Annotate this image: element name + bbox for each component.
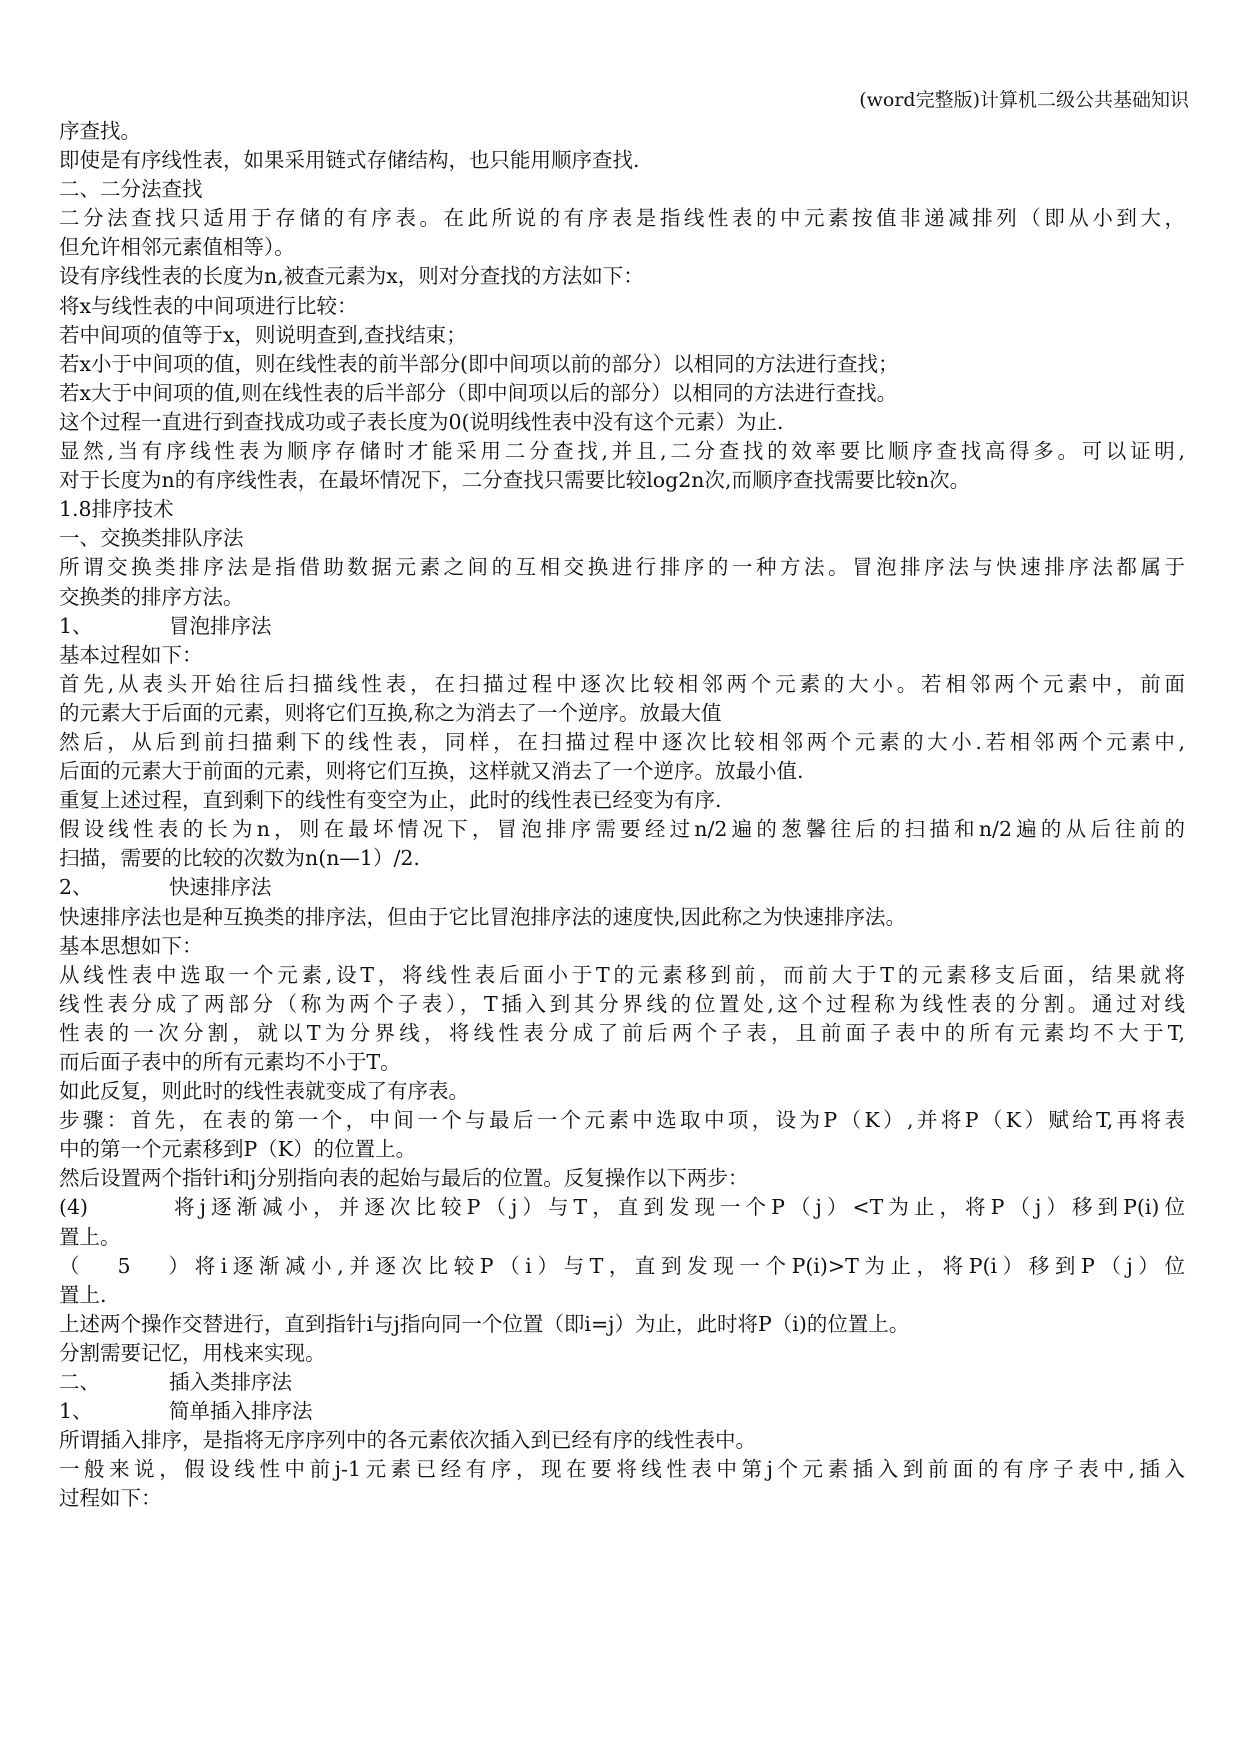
text-line — [59, 873, 1185, 902]
list-text: 简单插入排序法 — [169, 1399, 313, 1424]
text-line: 若中间项的值等于x，则说明查到,查找结束； — [59, 322, 467, 347]
text-line: 上述两个操作交替进行，直到指针i与j指向同一个位置（即i=j）为止，此时将P（i)的位置上。 — [59, 1311, 910, 1336]
text-line: 中的第一个元素移到P（K）的位置上。 — [59, 1137, 417, 1162]
text-line: 置上. — [59, 1282, 107, 1307]
text-line: 性表的一次分割，就以T为分界线，将线性表分成了前后两个子表，且前面子表中的所有元素均不大于T, — [59, 1020, 1185, 1045]
list-text: 插入类排序法 — [169, 1370, 292, 1395]
text-line: 1.8排序技术 — [59, 497, 174, 522]
text-line: 所谓插入排序，是指将无序序列中的各元素依次插入到已经有序的线性表中。 — [59, 1428, 756, 1453]
document-body — [59, 117, 1185, 1514]
text-line: 基本过程如下： — [59, 642, 203, 667]
text-line: 线性表分成了两部分（称为两个子表），T插入到其分界线的位置处,这个过程称为线性表的分割。通过对线 — [59, 991, 1185, 1016]
text-line: 后面的元素大于前面的元素，则将它们互换，这样就又消去了一个逆序。放最小值. — [59, 759, 804, 784]
text-line: 置上。 — [59, 1224, 121, 1249]
page-header: (word完整版)计算机二级公共基础知识 — [859, 89, 1189, 111]
text-line: 分割需要记忆，用栈来实现。 — [59, 1340, 326, 1365]
text-line: 步骤：首先，在表的第一个，中间一个与最后一个元素中选取中项，设为P（K）,并将P（K）赋给T,再将表 — [59, 1108, 1185, 1133]
text-line: 设有序线性表的长度为n,被查元素为x，则对分查找的方法如下： — [59, 264, 644, 289]
text-line: 所谓交换类排序法是指借助数据元素之间的互相交换进行排序的一种方法。冒泡排序法与快速排序法都属于 — [59, 555, 1185, 580]
list-number: 2、 — [59, 875, 93, 900]
list-number: 二、 — [59, 1370, 100, 1395]
text-line: 如此反复，则此时的线性表就变成了有序表。 — [59, 1079, 469, 1104]
text-line: 二分法查找只适用于存储的有序表。在此所说的有序表是指线性表的中元素按值非递减排列（即从小到大， — [59, 206, 1185, 231]
text-line — [59, 1397, 1185, 1426]
text-line: 然后，从后到前扫描剩下的线性表，同样，在扫描过程中逐次比较相邻两个元素的大小.若相邻两个元素中, — [59, 729, 1185, 754]
text-line: 假设线性表的长为n，则在最坏情况下，冒泡排序需要经过n/2遍的葱馨往后的扫描和n/2遍的从后往前的 — [59, 817, 1185, 842]
text-line: 若x大于中间项的值,则在线性表的后半部分（即中间项以后的部分）以相同的方法进行查找。 — [59, 380, 898, 405]
text-line: 过程如下： — [59, 1486, 162, 1511]
text-line: 但允许相邻元素值相等）。 — [59, 235, 295, 260]
list-text: 将i逐渐减小,并逐次比较P（i）与T，直到发现一个P(i)>T为止，将P(i）移到P（j）位 — [189, 1253, 1185, 1278]
text-line — [59, 1193, 1185, 1222]
text-line: 序查找。 — [59, 119, 141, 143]
text-line — [59, 612, 1185, 641]
text-line: 这个过程一直进行到查找成功或子表长度为0(说明线性表中没有这个元素）为止. — [59, 409, 784, 434]
list-number: 1、 — [59, 613, 93, 638]
list-number: (4) — [59, 1195, 89, 1220]
text-line: 对于长度为n的有序线性表，在最坏情况下，二分查找只需要比较log2n次,而顺序查找需要比较n次。 — [59, 468, 971, 493]
text-line: 一般来说，假设线性中前j-1元素已经有序，现在要将线性表中第j个元素插入到前面的有序子表中,插入 — [59, 1457, 1185, 1482]
text-line: 二、二分法查找 — [59, 177, 203, 202]
text-line: 从线性表中选取一个元素,设T，将线性表后面小于T的元素移到前，而前大于T的元素移支后面，结果就将 — [59, 962, 1185, 987]
list-number: （5） — [59, 1253, 189, 1278]
text-line: 将x与线性表的中间项进行比较： — [59, 293, 358, 318]
text-line: 扫描，需要的比较的次数为n(n—1）/2. — [59, 846, 420, 871]
text-line: 重复上述过程，直到剩下的线性有变空为止，此时的线性表已经变为有序. — [59, 788, 722, 813]
text-line: 基本思想如下： — [59, 933, 203, 958]
text-line: 而后面子表中的所有元素均不小于T。 — [59, 1050, 401, 1074]
text-line: 交换类的排序方法。 — [59, 584, 244, 609]
text-line: 快速排序法也是种互换类的排序法，但由于它比冒泡排序法的速度快,因此称之为快速排序法。 — [59, 904, 907, 929]
list-text: 快速排序法 — [169, 875, 272, 900]
text-line: 一、交换类排队序法 — [59, 526, 244, 551]
text-line — [59, 1368, 1185, 1397]
list-number: 1、 — [59, 1399, 93, 1424]
text-line: 若x小于中间项的值，则在线性表的前半部分(即中间项以前的部分）以相同的方法进行查找； — [59, 351, 899, 376]
text-line: 即使是有序线性表，如果采用链式存储结构，也只能用顺序查找. — [59, 148, 640, 173]
text-line: 首先,从表头开始往后扫描线性表，在扫描过程中逐次比较相邻两个元素的大小。若相邻两个元素中，前面 — [59, 671, 1185, 696]
text-line: 然后设置两个指针i和j分别指向表的起始与最后的位置。反复操作以下两步： — [59, 1166, 749, 1191]
text-line: 的元素大于后面的元素，则将它们互换,称之为消去了一个逆序。放最大值 — [59, 700, 722, 725]
list-text: 将j逐渐减小，并逐次比较P（j）与T，直到发现一个P（j）<T为止，将P（j）移到P(i)位 — [169, 1195, 1185, 1220]
list-text: 冒泡排序法 — [169, 613, 272, 638]
text-line: 显然,当有序线性表为顺序存储时才能采用二分查找,并且,二分查找的效率要比顺序查找高得多。可以证明, — [59, 439, 1185, 464]
text-line — [59, 1252, 1185, 1281]
